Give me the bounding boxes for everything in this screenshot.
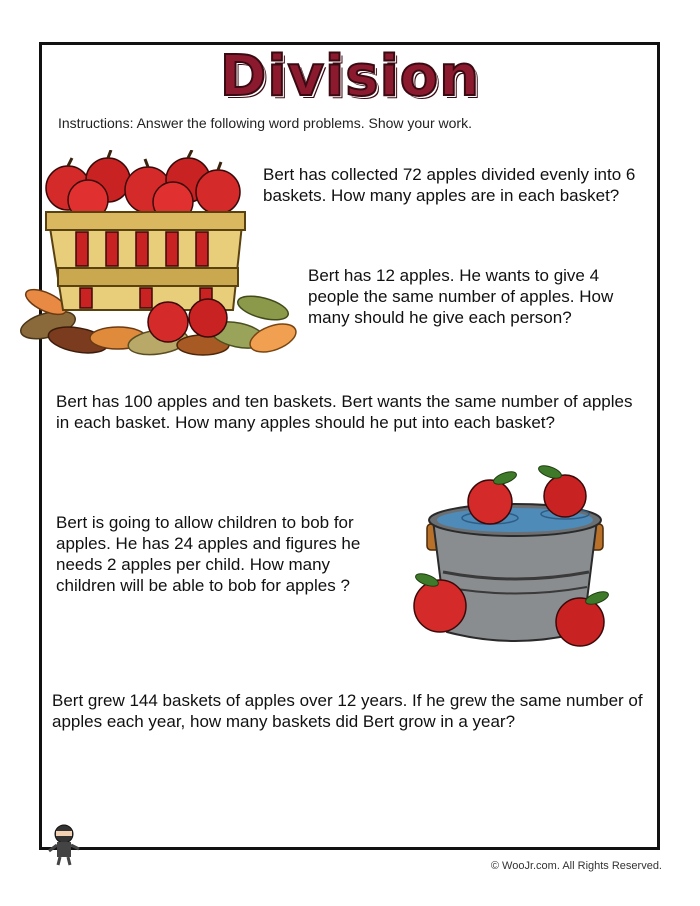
problem-3: Bert has 100 apples and ten baskets. Bert wants the same number of apples in each basket. How many apples should he put into each basket?	[56, 392, 633, 432]
page-title: Division	[219, 44, 481, 109]
apple-basket-illustration	[18, 150, 303, 360]
problem-4: Bert is going to allow children to bob for apples. He has 24 apples and figures he needs 2 apples per child. How many children will be able to bob for apples ?	[56, 513, 361, 595]
instructions-text: Instructions: Answer the following word problems. Show your work.	[58, 115, 472, 131]
problem-2: Bert has 12 apples. He wants to give 4 people the same number of apples. How many should he give each person?	[308, 266, 614, 327]
problem-5: Bert grew 144 baskets of apples over 12 years. If he grew the same number of apples each year, how many baskets did Bert grow in a year?	[52, 691, 643, 731]
copyright-text: © WooJr.com. All Rights Reserved.	[490, 860, 662, 872]
problem-1: Bert has collected 72 apples divided evenly into 6 baskets. How many apples are in each basket?	[263, 165, 636, 205]
basket	[46, 212, 245, 310]
bobbing-bucket-illustration	[405, 462, 625, 662]
ninja-mascot-icon	[46, 823, 82, 867]
